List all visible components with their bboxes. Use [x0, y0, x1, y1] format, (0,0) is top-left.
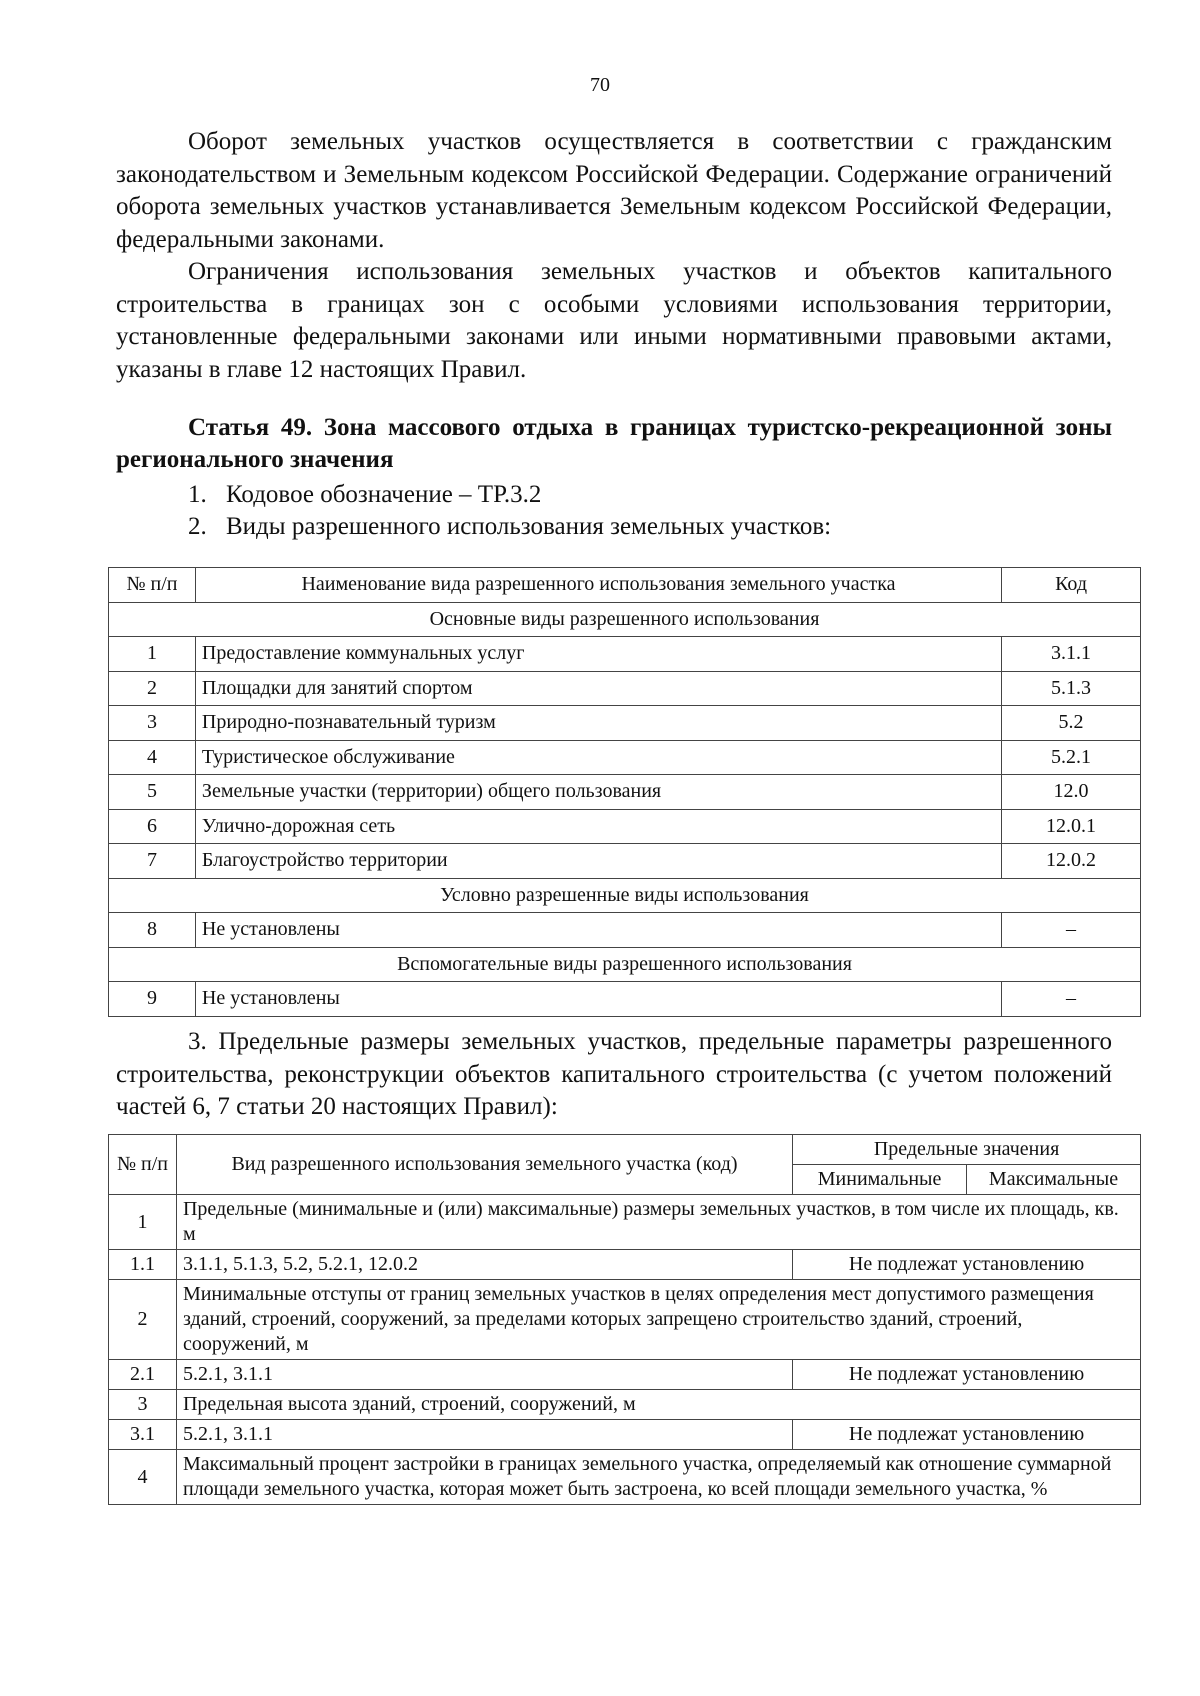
- row-num: 5: [109, 775, 196, 810]
- header-num: № п/п: [109, 568, 196, 603]
- section-row: [109, 602, 1141, 637]
- row-text: 5.2.1, 3.1.1: [176, 1420, 792, 1450]
- list-item-1-num: 1.: [188, 481, 207, 508]
- intro-text: [116, 126, 1112, 386]
- page-number: 70: [590, 74, 610, 96]
- row-text: Максимальный процент застройки в границах земельного участка, определяемый как отношение суммарной площади земельного участка, которая может быть застроена, ко всей площади земельного участка, %: [176, 1450, 1140, 1505]
- row-num: 7: [109, 844, 196, 879]
- row-name: Благоустройство территории: [195, 844, 1001, 879]
- table-header-row: [109, 568, 1141, 603]
- table-row: [109, 706, 1141, 741]
- limits-table: [108, 1134, 1141, 1505]
- row-text: Предельная высота зданий, строений, сооружений, м: [176, 1390, 1140, 1420]
- row-num: 3: [109, 1390, 177, 1420]
- row-code: 12.0.2: [1002, 844, 1141, 879]
- row-code: 5.1.3: [1002, 671, 1141, 706]
- row-code: 12.0.1: [1002, 809, 1141, 844]
- table-row: [109, 982, 1141, 1017]
- paragraph-1: Оборот земельных участков осуществляется в соответствии с гражданским законодательством и Земельным кодексом Российской Федерации. Содержание ограничений оборота земельных участков устанавливается Земельным кодексом Российской Федерации, федеральными законами.: [116, 128, 1112, 253]
- table-row: [109, 1280, 1141, 1360]
- row-text: Предельные (минимальные и (или) максимальные) размеры земельных участков, в том числе их площадь, кв. м: [176, 1195, 1140, 1250]
- row-num: 8: [109, 913, 196, 948]
- row-num: 3: [109, 706, 196, 741]
- paragraph-3: 3. Предельные размеры земельных участков, предельные параметры разрешенного строительства, реконструкции объектов капитального строительства (с учетом положений частей 6, 7 статьи 20 настоящих Правил):: [116, 1028, 1112, 1120]
- row-name: Площадки для занятий спортом: [195, 671, 1001, 706]
- table-row: [109, 740, 1141, 775]
- table-row: [109, 1250, 1141, 1280]
- section-title: Условно разрешенные виды использования: [109, 878, 1141, 913]
- paragraph-2: Ограничения использования земельных участков и объектов капитального строительства в границах зон с особыми условиями использования территории, установленные федеральными законами или иными нормативными правовыми актами, указаны в главе 12 настоящих Правил.: [116, 258, 1112, 383]
- row-value: Не подлежат установлению: [793, 1360, 1141, 1390]
- header-max: Максимальные: [967, 1165, 1141, 1195]
- table-row: [109, 1360, 1141, 1390]
- list-item-2-text: Виды разрешенного использования земельных участков:: [226, 513, 832, 540]
- row-num: 1: [109, 1195, 177, 1250]
- row-code: 5.2: [1002, 706, 1141, 741]
- row-num: 3.1: [109, 1420, 177, 1450]
- row-num: 2: [109, 1280, 177, 1360]
- row-name: Не установлены: [195, 982, 1001, 1017]
- row-num: 2.1: [109, 1360, 177, 1390]
- land-use-table: [108, 567, 1141, 1017]
- row-value: Не подлежат установлению: [793, 1420, 1141, 1450]
- row-text: Минимальные отступы от границ земельных участков в целях определения мест допустимого размещения зданий, строений, сооружений, за пределами которых запрещено строительство зданий, строений, сооружений, м: [176, 1280, 1140, 1360]
- list-item-2-num: 2.: [188, 513, 207, 540]
- table-row: [109, 1195, 1141, 1250]
- row-name: Земельные участки (территории) общего пользования: [195, 775, 1001, 810]
- table-row: [109, 1450, 1141, 1505]
- table-row: [109, 775, 1141, 810]
- header-name: Наименование вида разрешенного использования земельного участка: [195, 568, 1001, 603]
- section-row: [109, 878, 1141, 913]
- table-row: [109, 844, 1141, 879]
- section-title: Вспомогательные виды разрешенного использования: [109, 947, 1141, 982]
- article-heading: Статья 49. Зона массового отдыха в границах туристско-рекреационной зоны регионального значения: [116, 414, 1112, 473]
- table-row: [109, 1390, 1141, 1420]
- row-num: 6: [109, 809, 196, 844]
- row-code: –: [1002, 913, 1141, 948]
- table-header-row: [109, 1135, 1141, 1165]
- row-value: Не подлежат установлению: [793, 1250, 1141, 1280]
- row-code: 5.2.1: [1002, 740, 1141, 775]
- section-row: [109, 947, 1141, 982]
- row-name: Не установлены: [195, 913, 1001, 948]
- list-item-1: [116, 479, 1112, 511]
- table-row: [109, 913, 1141, 948]
- list-item-2: [116, 511, 1112, 543]
- row-text: 5.2.1, 3.1.1: [176, 1360, 792, 1390]
- section-title: Основные виды разрешенного использования: [109, 602, 1141, 637]
- row-name: Улично-дорожная сеть: [195, 809, 1001, 844]
- row-name: Туристическое обслуживание: [195, 740, 1001, 775]
- row-num: 4: [109, 1450, 177, 1505]
- table-row: [109, 1420, 1141, 1450]
- row-text: 3.1.1, 5.1.3, 5.2, 5.2.1, 12.0.2: [176, 1250, 792, 1280]
- row-code: 3.1.1: [1002, 637, 1141, 672]
- row-num: 4: [109, 740, 196, 775]
- row-name: Природно-познавательный туризм: [195, 706, 1001, 741]
- table-row: [109, 809, 1141, 844]
- row-num: 1.1: [109, 1250, 177, 1280]
- table-row: [109, 637, 1141, 672]
- header-num: № п/п: [109, 1135, 177, 1195]
- row-num: 2: [109, 671, 196, 706]
- list-item-1-text: Кодовое обозначение – ТР.3.2: [226, 481, 542, 508]
- header-limits: Предельные значения: [793, 1135, 1141, 1165]
- row-code: 12.0: [1002, 775, 1141, 810]
- header-code: Код: [1002, 568, 1141, 603]
- table-row: [109, 671, 1141, 706]
- row-name: Предоставление коммунальных услуг: [195, 637, 1001, 672]
- paragraph-3-block: [116, 1026, 1112, 1124]
- header-min: Минимальные: [793, 1165, 967, 1195]
- article-section: [116, 412, 1112, 543]
- row-code: –: [1002, 982, 1141, 1017]
- header-kind: Вид разрешенного использования земельного участка (код): [176, 1135, 792, 1195]
- row-num: 9: [109, 982, 196, 1017]
- row-num: 1: [109, 637, 196, 672]
